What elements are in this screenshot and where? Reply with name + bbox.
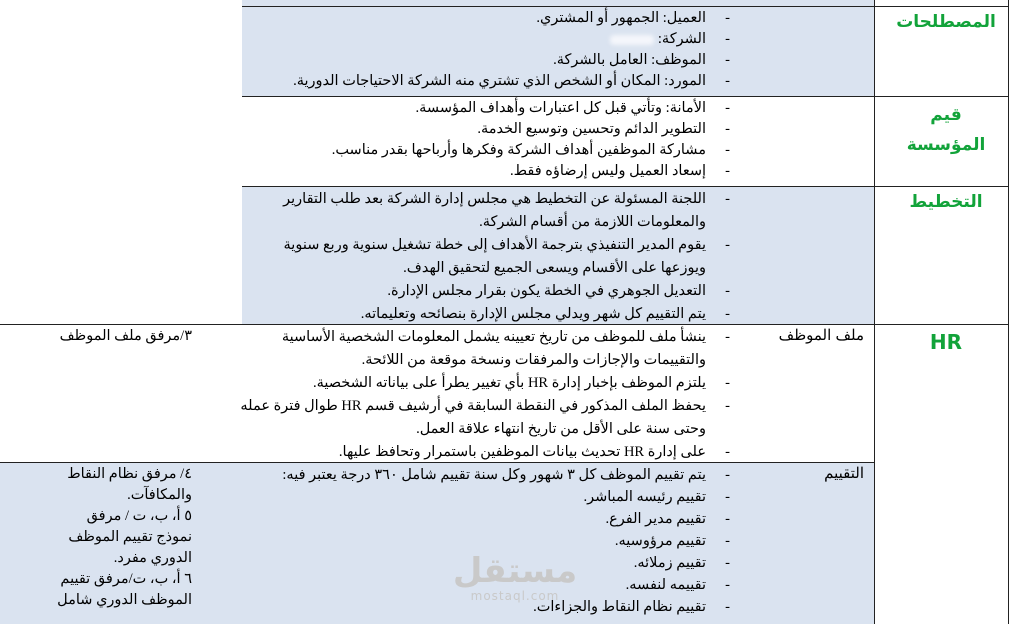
terms-list <box>242 8 742 92</box>
list-item: - تقييم مرؤوسيه. <box>614 533 730 549</box>
watermark <box>440 553 590 603</box>
reference-line: ٦ أ، ب، ت/مرفق تقييم <box>60 571 192 587</box>
list-item: - تقييم رئيسه المباشر. <box>583 489 730 505</box>
category-values-line2: المؤسسة <box>906 135 986 155</box>
list-item: - الموظف: العامل بالشركة. <box>553 52 730 68</box>
category-planning: التخطيط <box>909 192 983 212</box>
grid-line <box>242 186 1008 187</box>
grid-line <box>874 0 875 624</box>
subcategory-evaluation: التقييم <box>824 465 864 482</box>
reference-line: والمكافآت. <box>127 487 192 503</box>
list-item: - العميل: الجمهور أو المشتري. <box>536 10 730 26</box>
employee-file-list <box>242 326 742 464</box>
watermark-arabic: مستقل <box>452 551 578 591</box>
list-item: - الأمانة: وتأتي قبل كل اعتبارات وأهداف المؤسسة. <box>415 100 730 116</box>
reference-evaluation <box>40 464 192 611</box>
reference-line: الدوري مفرد. <box>113 550 192 566</box>
grid-line <box>242 6 874 7</box>
grid-line <box>242 96 1008 97</box>
watermark-latin: mostaql.com <box>470 589 560 603</box>
list-item: - التعديل الجوهري في الخطة يكون بقرار مجلس الإدارة. <box>387 283 730 299</box>
reference-line: ٤/ مرفق نظام النقاط <box>67 466 192 482</box>
planning-list <box>242 188 742 326</box>
category-terms: المصطلحات <box>896 12 996 32</box>
category-hr: HR <box>929 330 963 354</box>
reference-line: ٥ أ، ب، ت / مرفق <box>86 508 192 524</box>
list-item: - على إدارة HR تحديث بيانات الموظفين باستمرار وتحافظ عليها. <box>338 444 730 460</box>
list-item: - يتم التقييم كل شهر ويدلي مجلس الإدارة بنصائحه وتعليماته. <box>360 306 730 322</box>
reference-line: نموذج تقييم الموظف <box>68 529 192 545</box>
values-list <box>242 98 742 182</box>
list-item: - مشاركة الموظفين أهداف الشركة وفكرها وأرباحها بقدر مناسب. <box>331 142 730 158</box>
list-item: - ينشأ ملف للموظف من تاريخ تعيينه يشمل المعلومات الشخصية الأساسية والتقييمات والإجازات والمرفقات ونسخة موقعة من اللائحة. <box>281 329 730 368</box>
category-values-line1: قيم <box>930 105 962 125</box>
reference-line: الموظف الدوري شامل <box>57 592 192 608</box>
list-item: - يتم تقييم الموظف كل ٣ شهور وكل سنة تقييم شامل ٣٦٠ درجة يعتبر فيه: <box>282 467 730 483</box>
list-item: - تقييم زملائه. <box>633 555 730 571</box>
list-item: - التطوير الدائم وتحسين وتوسيع الخدمة. <box>477 121 730 137</box>
list-item: - الشركة: <box>242 29 742 50</box>
list-item: - يحفظ الملف المذكور في النقطة السابقة في أرشيف قسم HR طوال فترة عمله وحتى سنة على الأقل من تاريخ انتهاء علاقة العمل. <box>240 398 730 437</box>
list-item: - يلتزم الموظف بإخبار إدارة HR بأي تغيير يطرأ على بياناته الشخصية. <box>312 375 730 391</box>
list-item: - تقييم مدير الفرع. <box>605 511 730 527</box>
reference-employee-file: ٣/مرفق ملف الموظف <box>59 328 192 344</box>
list-item: - المورد: المكان أو الشخص الذي تشتري منه الشركة الاحتياجات الدورية. <box>293 73 730 89</box>
subcategory-employee-file: ملف الموظف <box>778 327 864 344</box>
list-item: - تقييمه لنفسه. <box>625 577 730 593</box>
grid-line <box>874 6 1008 7</box>
list-item: - إسعاد العميل وليس إرضاؤه فقط. <box>509 163 730 179</box>
list-item: - اللجنة المسئولة عن التخطيط هي مجلس إدارة الشركة بعد طلب التقارير والمعلومات اللازمة من أقسام الشركة. <box>283 191 730 230</box>
redacted-text <box>610 35 654 45</box>
category-values <box>882 100 1010 160</box>
list-item: - يقوم المدير التنفيذي بترجمة الأهداف إلى خطة تشغيل سنوية وربع سنوية ويوزعها على الأقسام ويسعى الجميع لتحقيق الهدف. <box>283 237 730 276</box>
grid-line <box>1008 0 1009 624</box>
list-item: - تقييم نظام النقاط والجزاءات. <box>533 599 730 615</box>
